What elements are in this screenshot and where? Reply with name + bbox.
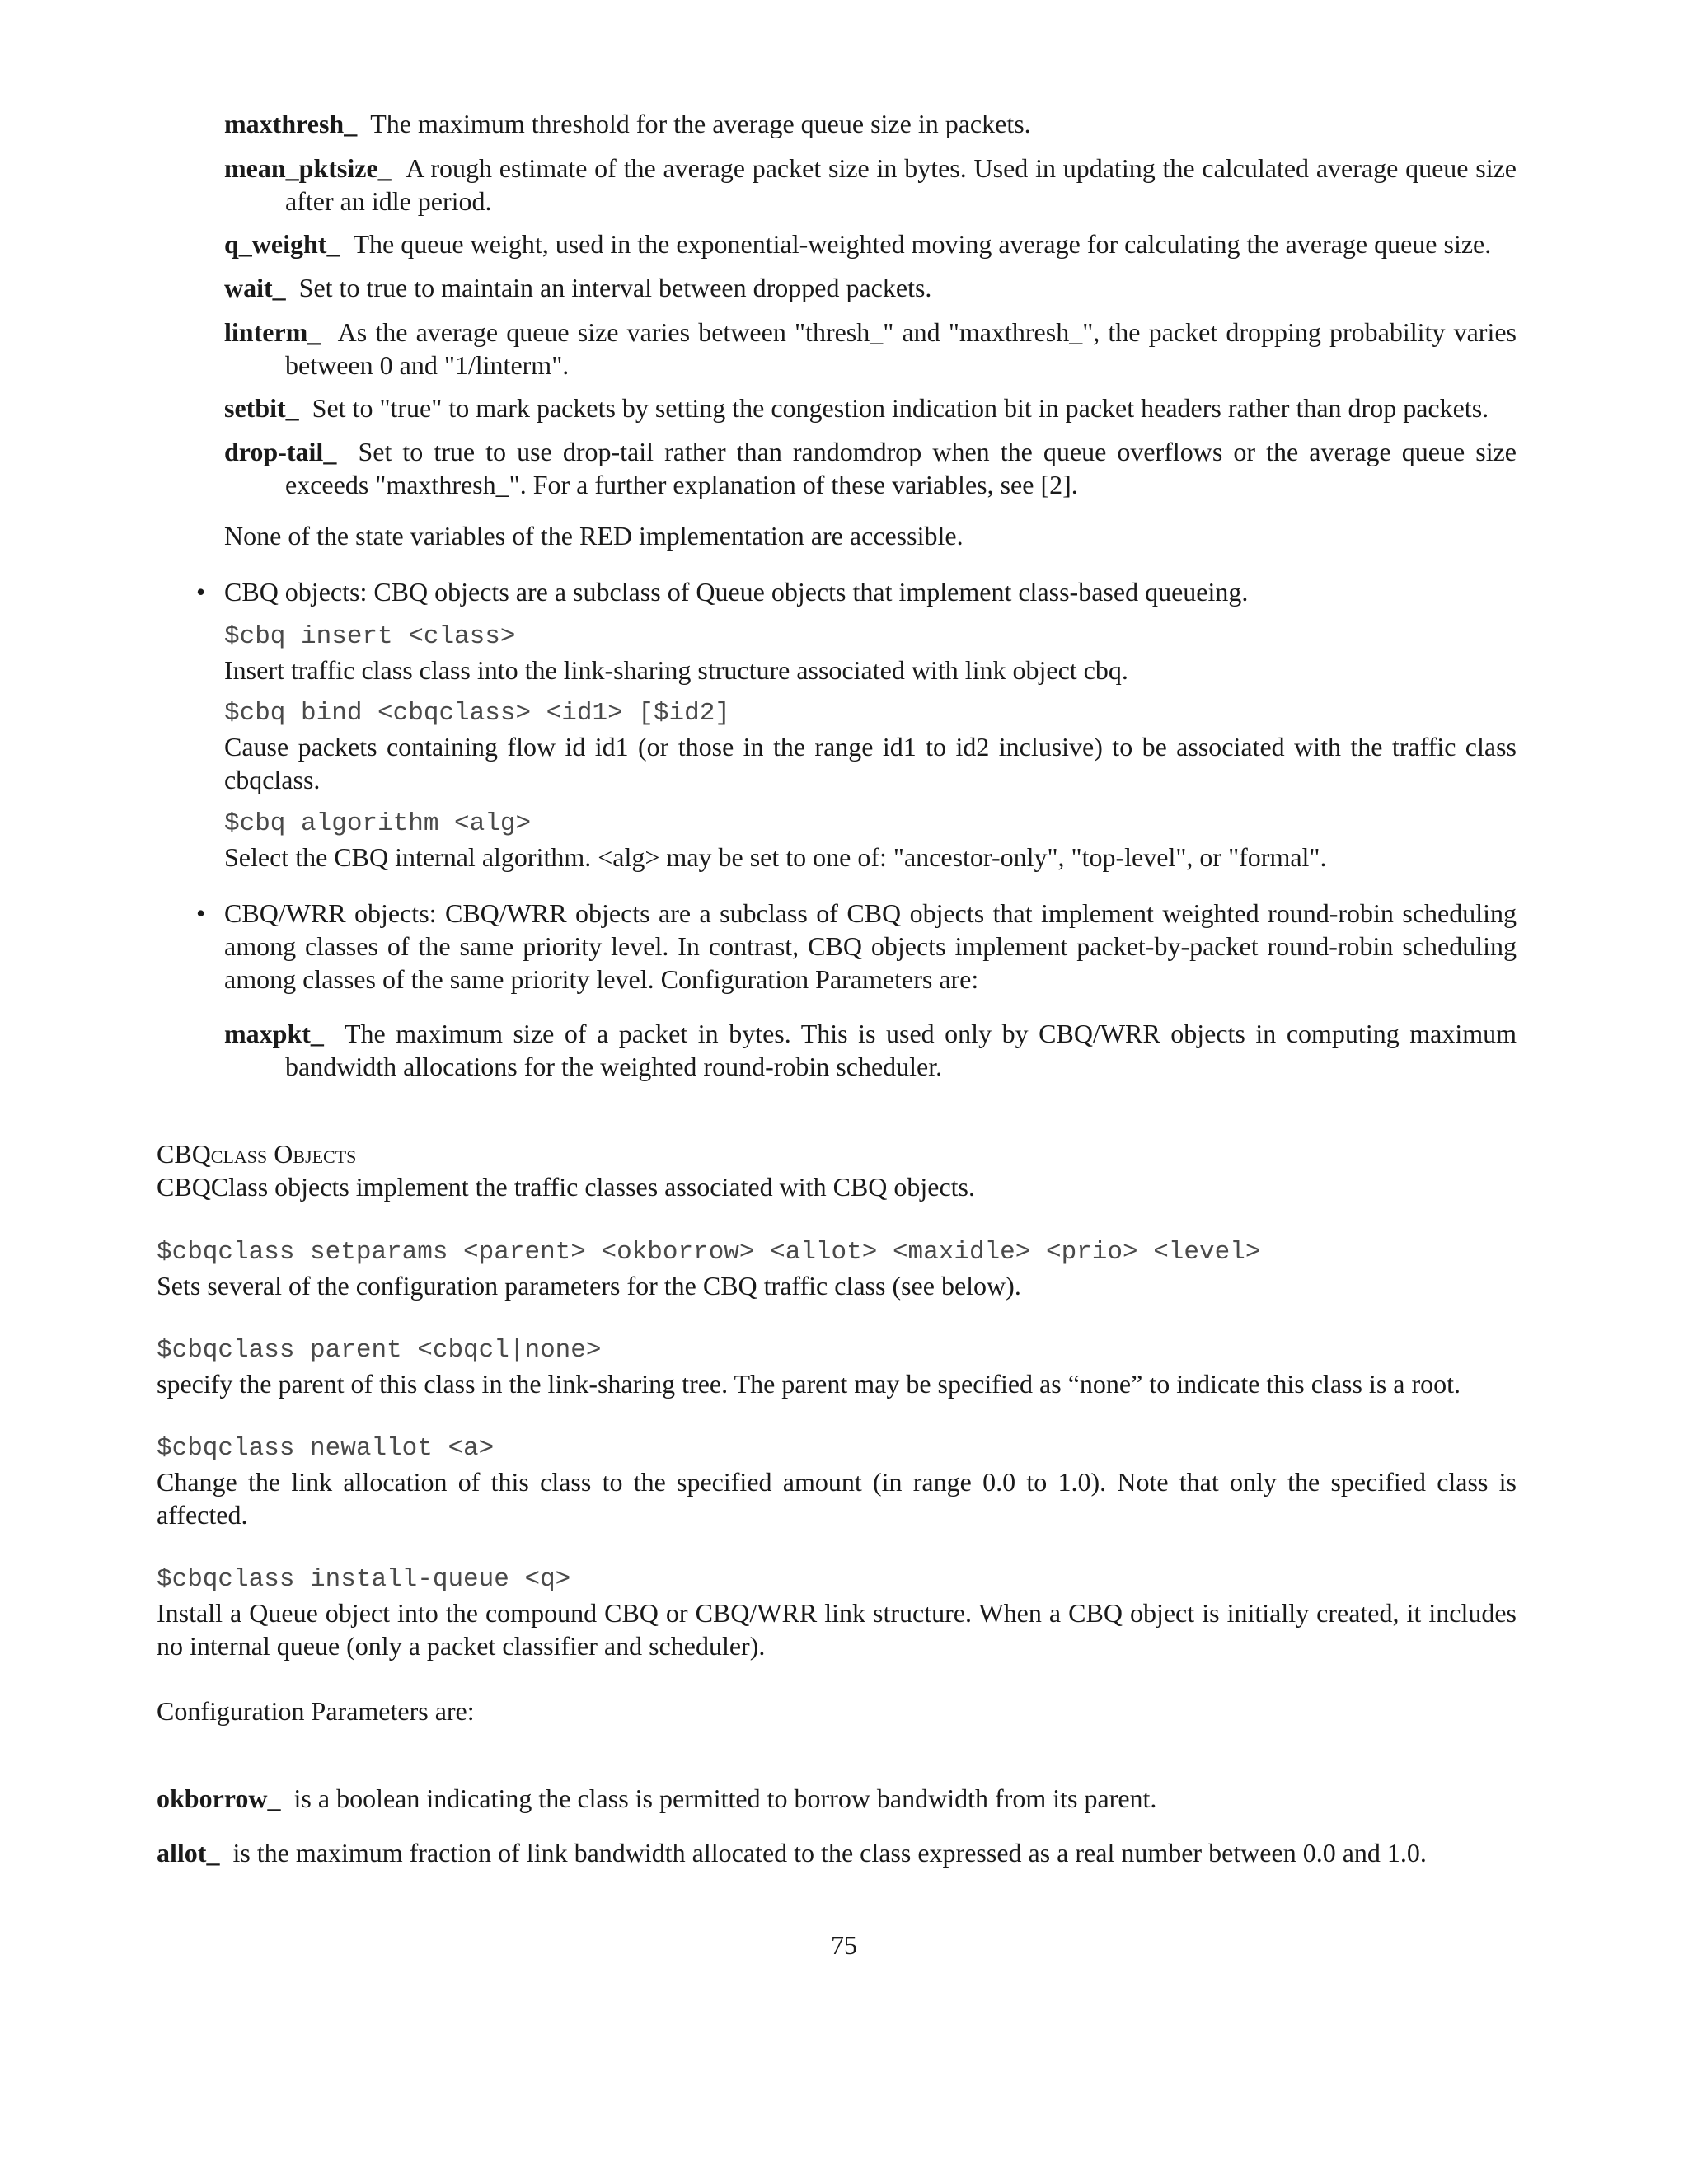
code-cbq-insert: $cbq insert <class> — [224, 622, 516, 651]
param-term: maxthresh_ — [224, 109, 358, 138]
desc-cbqclass-newallot: Change the link allocation of this class to the specified amount (in range 0.0 to 1.0). Note that only the specified class is affected. — [157, 1467, 1517, 1530]
param-term: drop-tail_ — [224, 437, 337, 466]
desc-cbqclass-install-queue: Install a Queue object into the compound CBQ or CBQ/WRR link structure. When a CBQ object is initially created, it includes no internal queue (only a packet classifier and scheduler). — [157, 1598, 1517, 1661]
param-desc: As the average queue size varies between "thresh_" and "maxthresh_", the packet dropping probability varies between 0 and "1/linterm". — [285, 317, 1517, 380]
param-q-weight — [224, 227, 1517, 260]
param-desc: A rough estimate of the average packet size in bytes. Used in updating the calculated average queue size after an idle period. — [285, 153, 1517, 216]
desc-cbqclass-setparams: Sets several of the configuration parameters for the CBQ traffic class (see below). — [157, 1271, 1021, 1301]
code-cbqclass-install-queue: $cbqclass install-queue <q> — [157, 1565, 571, 1594]
desc-cbq-algorithm: Select the CBQ internal algorithm. <alg> may be set to one of: "ancestor-only", "top-level", or "formal". — [224, 842, 1327, 872]
code-cbq-algorithm: $cbq algorithm <alg> — [224, 809, 532, 838]
param-desc: Set to true to use drop-tail rather than randomdrop when the queue overflows or the average queue size exceeds "maxthresh_". For a further explanation of these variables, see [2]. — [285, 437, 1517, 499]
cbqclass-intro: CBQClass objects implement the traffic classes associated with CBQ objects. — [157, 1172, 975, 1202]
param-term: allot_ — [157, 1838, 220, 1868]
param-maxpkt — [224, 1017, 1517, 1083]
param-maxthresh — [224, 107, 1517, 140]
param-desc: The queue weight, used in the exponential-weighted moving average for calculating the average queue size. — [353, 229, 1492, 259]
page-number: 75 — [831, 1930, 857, 1960]
param-term: setbit_ — [224, 393, 299, 423]
bullet-cbqwrr: • — [196, 898, 206, 928]
param-desc: The maximum threshold for the average queue size in packets. — [370, 109, 1031, 138]
param-allot — [157, 1836, 1517, 1869]
param-linterm — [224, 316, 1517, 382]
param-term: okborrow_ — [157, 1783, 281, 1813]
param-mean-pktsize — [224, 152, 1517, 218]
desc-cbq-bind: Cause packets containing flow id id1 (or those in the range id1 to id2 inclusive) to be associated with the traffic class cbqclass. — [224, 732, 1517, 794]
param-desc: is a boolean indicating the class is permitted to borrow bandwidth from its parent. — [293, 1783, 1157, 1813]
param-okborrow — [157, 1782, 1517, 1815]
param-wait — [224, 271, 1517, 304]
code-cbqclass-newallot: $cbqclass newallot <a> — [157, 1434, 495, 1463]
param-setbit — [224, 391, 1517, 424]
desc-cbq-insert: Insert traffic class class into the link-sharing structure associated with link object cbq. — [224, 655, 1128, 685]
param-drop-tail — [224, 435, 1517, 501]
param-desc: Set to true to maintain an interval between dropped packets. — [298, 273, 932, 302]
param-term: q_weight_ — [224, 229, 340, 259]
config-label: Configuration Parameters are: — [157, 1696, 475, 1726]
desc-cbqclass-parent: specify the parent of this class in the link-sharing tree. The parent may be specified as “none” to indicate this class is a root. — [157, 1369, 1461, 1399]
cbq-intro: CBQ objects: CBQ objects are a subclass of Queue objects that implement class-based queueing. — [224, 577, 1249, 607]
param-term: linterm_ — [224, 317, 321, 347]
param-desc: Set to "true" to mark packets by setting the congestion indication bit in packet headers rather than drop packets. — [312, 393, 1489, 423]
param-term: wait_ — [224, 273, 286, 302]
bullet-cbq: • — [196, 577, 206, 607]
red-note: None of the state variables of the RED implementation are accessible. — [224, 521, 964, 551]
param-desc: The maximum size of a packet in bytes. This is used only by CBQ/WRR objects in computing maximum bandwidth allocations for the weighted round-robin scheduler. — [285, 1019, 1517, 1081]
param-desc: is the maximum fraction of link bandwidth allocated to the class expressed as a real number between 0.0 and 1.0. — [232, 1838, 1427, 1868]
section-heading: CBQclass Objects — [157, 1139, 357, 1169]
code-cbqclass-setparams: $cbqclass setparams <parent> <okborrow> <allot> <maxidle> <prio> <level> — [157, 1238, 1261, 1267]
code-cbqclass-parent: $cbqclass parent <cbqcl|none> — [157, 1336, 602, 1365]
param-term: maxpkt_ — [224, 1019, 324, 1048]
cbqwrr-intro: CBQ/WRR objects: CBQ/WRR objects are a subclass of CBQ objects that implement weighted round-robin scheduling among classes of the same priority level. In contrast, CBQ objects implement packet-by-packet round-robin scheduling among classes of the same priority level. Configuration Parameters are: — [224, 898, 1517, 994]
code-cbq-bind: $cbq bind <cbqclass> <id1> [$id2] — [224, 699, 730, 728]
param-term: mean_pktsize_ — [224, 153, 392, 183]
